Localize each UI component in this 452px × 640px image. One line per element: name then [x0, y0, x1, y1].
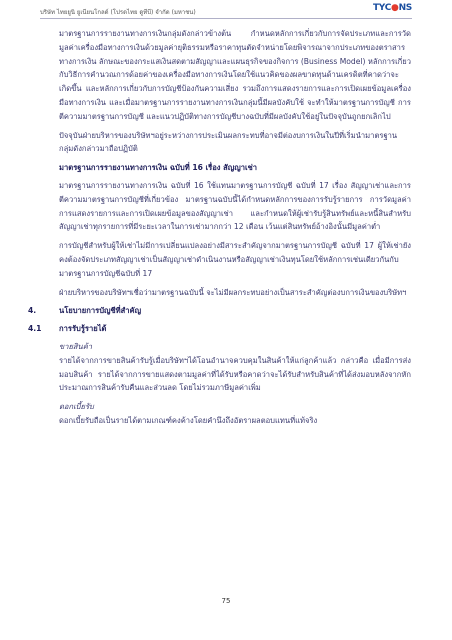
paragraph: รายได้จากการขายสินค้ารับรู้เมื่อบริษัทฯได้โอนอำนาจควบคุมในสินค้าให้แก่ลูกค้าแล้ว กล่าวคือ เมื่อมีการส่งมอบสินค้า รายได้จากการขายแสดงตามมูลค่าที่ได้รับหรือคาดว่าจะได้รับสำหรับสินค้าที่ได้ส่งมอบหลังจากหักประมาณการสินค้ารับคืนและส่วนลด โดยไม่รวมภาษีมูลค่าเพิ่ม [59, 355, 411, 393]
page-number: 75 [221, 597, 231, 605]
paragraph: มาตรฐานการรายงานทางการเงิน ฉบับที่ 16 ใช้แทนมาตรฐานการบัญชี ฉบับที่ 17 เรื่อง สัญญาเช่าและการตีความมาตรฐานการบัญชีที่เกี่ยวข้อง มาตรฐานฉบับนี้ได้กำหนดหลักการของการรับรู้รายการ การวัดมูลค่า การแสดงรายการและการเปิดเผยข้อมูลของสัญญาเช่า และกำหนดให้ผู้เช่ารับรู้สินทรัพย์และหนี้สินสำหรับสัญญาเช่าทุกรายการที่มีระยะเวลาในการเช่ามากกว่า 12 เดือน เว้นแต่สินทรัพย์อ้างอิงนั้นมีมูลค่าต่ำ [59, 180, 411, 232]
company-logo [373, 3, 412, 13]
logo-dot: ● [391, 3, 399, 13]
section-title: การรับรู้รายได้ [59, 324, 107, 334]
logo-text-2: NS [398, 3, 412, 13]
section-heading: มาตรฐานการรายงานทางการเงิน ฉบับที่ 16 เรื่อง สัญญาเช่า [59, 163, 257, 173]
page-header [0, 0, 452, 22]
header-rule [40, 18, 412, 19]
section-number: 4.1 [28, 324, 42, 334]
section-4-heading [28, 304, 411, 318]
paragraph: ดอกเบี้ยรับถือเป็นรายได้ตามเกณฑ์คงค้างโดยคำนึงถึงอัตราผลตอบแทนที่แท้จริง [59, 415, 318, 425]
company-name: บริษัท ไทยยูนิ ยูเนียนโกลด์ (โปรดไทย ดูทีบี) จำกัด (มหาชน) [40, 9, 196, 16]
paragraph: ฝ่ายบริหารของบริษัทฯเชื่อว่ามาตรฐานฉบับนี้ จะไม่มีผลกระทบอย่างเป็นสาระสำคัญต่องบการเงินของบริษัทฯ [59, 287, 407, 297]
document-body [28, 27, 411, 433]
section-title: นโยบายการบัญชีที่สำคัญ [59, 306, 142, 316]
subheading: ดอกเบี้ยรับ [59, 402, 94, 412]
section-4-1-heading [28, 322, 411, 336]
section-number: 4. [28, 306, 37, 316]
paragraph: ปัจจุบันฝ่ายบริหารของบริษัทฯอยู่ระหว่างการประเมินผลกระทบที่อาจมีต่องบการเงินในปีที่เริ่มนำมาตรฐานกลุ่มดังกล่าวมาถือปฏิบัติ [59, 130, 398, 154]
logo-text-1: TYC [372, 3, 392, 13]
paragraph: มาตรฐานการรายงานทางการเงินกลุ่มดังกล่าวข้างต้น กำหนดหลักการเกี่ยวกับการจัดประเภทและการวัดมูลค่าเครื่องมือทางการเงินด้วยมูลค่ายุติธรรมหรือราคาทุนตัดจำหน่ายโดยพิจารณาจากประเภทของตราสารทางการเงิน ลักษณะของกระแสเงินสดตามสัญญาและแผนธุรกิจของกิจการ (Business Model) หลักการเกี่ยวกับวิธีการคำนวณการด้อยค่าของเครื่องมือทางการเงินโดยใช้แนวคิดของผลขาดทุนด้านเครดิตที่คาดว่าจะเกิดขึ้น และหลักการเกี่ยวกับการบัญชีป้องกันความเสี่ยง รวมถึงการแสดงรายการและการเปิดเผยข้อมูลเครื่องมือทางการเงิน และเมื่อมาตรฐานการรายงานทางการเงินกลุ่มนี้มีผลบังคับใช้ จะทำให้มาตรฐานการบัญชี การตีความมาตรฐานการบัญชี และแนวปฏิบัติทางการบัญชีบางฉบับที่มีผลบังคับใช้อยู่ในปัจจุบันถูกยกเลิกไป [59, 29, 411, 121]
paragraph: การบัญชีสำหรับผู้ให้เช่าไม่มีการเปลี่ยนแปลงอย่างมีสาระสำคัญจากมาตรฐานการบัญชี ฉบับที่ 17 ผู้ให้เช่ายังคงต้องจัดประเภทสัญญาเช่าเป็นสัญญาเช่าดำเนินงานหรือสัญญาเช่าเงินทุนโดยใช้หลักการเช่นเดียวกันกับมาตรฐานการบัญชีฉบับที่ 17 [59, 241, 411, 278]
subheading: ขายสินค้า [59, 341, 93, 351]
